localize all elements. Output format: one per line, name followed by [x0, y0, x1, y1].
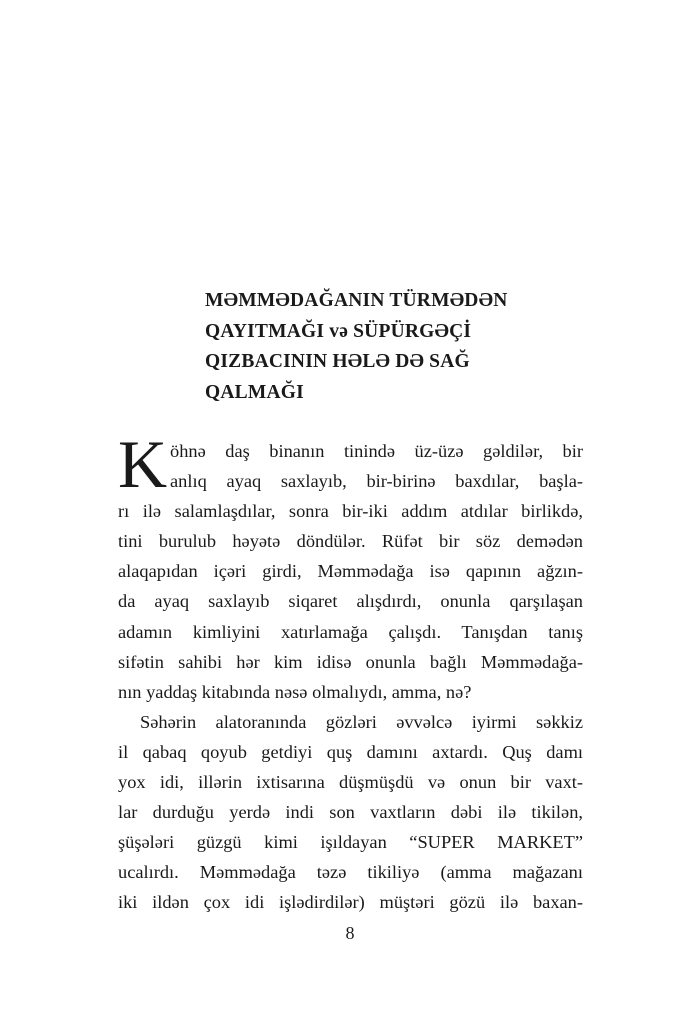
- text-line: şüşələri güzgü kimi işıldayan “SUPER MARKET”: [118, 832, 583, 853]
- chapter-title-line: QALMAĞI: [205, 381, 304, 403]
- text-line: öhnə daş binanın tinində üz-üzə gəldilər, bir: [170, 441, 583, 461]
- text-line: Səhərin alatoranında gözləri əvvəlcə iyirmi səkkiz: [140, 711, 583, 732]
- text-line: iki ildən çox idi işlədirdilər) müştəri gözü ilə baxan-: [118, 892, 583, 913]
- page-number: 8: [345, 923, 355, 943]
- chapter-title-line: QAYITMAĞI və SÜPÜRGƏÇİ: [205, 320, 472, 342]
- chapter-title-line: QIZBACININ HƏLƏ DƏ SAĞ: [205, 351, 470, 372]
- chapter-title: [205, 286, 605, 408]
- chapter-title-line: MƏMMƏDAĞANIN TÜRMƏDƏN: [205, 290, 508, 311]
- text-line: anlıq ayaq saxlayıb, bir-birinə baxdılar, başla-: [170, 471, 583, 492]
- text-line: da ayaq saxlayıb siqaret alışdırdı, onunla qarşılaşan: [118, 591, 583, 612]
- drop-cap: K: [118, 426, 168, 502]
- text-line: alaqapıdan içəri girdi, Məmmədağa isə qapının ağzın-: [118, 561, 583, 582]
- text-line: yox idi, illərin ixtisarına düşmüşdü və onun bir vaxt-: [118, 772, 583, 793]
- text-line: sifətin sahibi hər kim idisə onunla bağlı Məmmədağa-: [118, 651, 583, 672]
- body-text: [118, 426, 583, 918]
- text-line: il qabaq qoyub getdiyi quş damını axtardı. Quş damı: [118, 741, 583, 762]
- text-line: ucalırdı. Məmmədağa təzə tikiliyə (amma mağazanı: [118, 862, 583, 883]
- text-line: rı ilə salamlaşdılar, sonra bir-iki addım atdılar birlikdə,: [118, 501, 583, 522]
- text-line: tini burulub həyətə döndülər. Rüfət bir söz demədən: [118, 531, 583, 552]
- text-line: lar durduğu yerdə indi son vaxtların dəbi ilə tikilən,: [118, 802, 583, 823]
- text-line: nın yaddaş kitabında nəsə olmalıydı, amma, nə?: [118, 681, 472, 702]
- text-line: adamın kimliyini xatırlamağa çalışdı. Tanışdan tanış: [118, 621, 583, 642]
